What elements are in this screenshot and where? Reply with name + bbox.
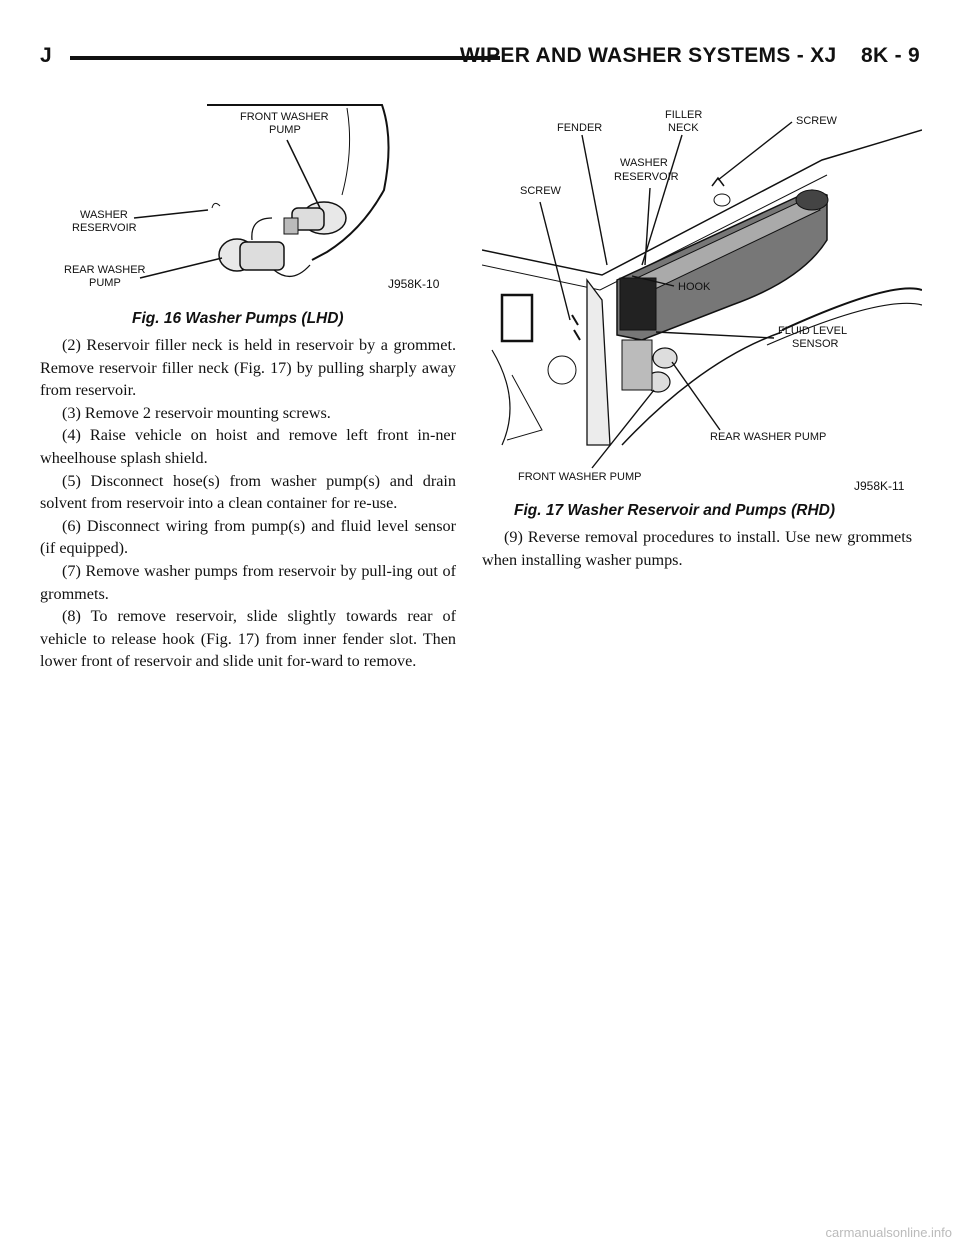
label-front-washer-pump: FRONT WASHER: [240, 111, 329, 123]
label-filler-neck-2: NECK: [668, 122, 699, 134]
label-fluid-level-sensor: FLUID LEVEL: [778, 325, 848, 337]
label-filler-neck: FILLER: [665, 109, 703, 121]
label-washer-reservoir: WASHER: [80, 209, 128, 221]
right-column-text: [482, 526, 912, 571]
label-front-washer-pump-2: PUMP: [269, 124, 301, 136]
step-7: (7) Remove washer pumps from reservoir by pull-ing out of grommets.: [40, 561, 456, 603]
label-rear-washer-pump: REAR WASHER: [64, 264, 146, 276]
step-9: (9) Reverse removal procedures to install. Use new grommets when installing washer pumps.: [482, 528, 912, 569]
label-screw-left: SCREW: [520, 185, 561, 197]
label-fender: FENDER: [557, 122, 603, 134]
label-washer-reservoir-2: RESERVOIR: [614, 171, 679, 183]
figure-16-code: J958K-10: [388, 277, 440, 291]
step-2: (2) Reservoir filler neck is held in reservoir by a grommet. Remove reservoir filler neck (Fig. 17) by pulling sharply away from reservoir.: [40, 336, 456, 400]
label-washer-reservoir-2: RESERVOIR: [72, 222, 137, 234]
header-rule: [70, 56, 500, 60]
label-washer-reservoir: WASHER: [620, 157, 668, 169]
header-section-letter: J: [40, 44, 52, 67]
figure-16-caption: Fig. 16 Washer Pumps (LHD): [132, 310, 344, 327]
step-3: (3) Remove 2 reservoir mounting screws.: [62, 403, 331, 422]
label-hook: HOOK: [678, 281, 711, 293]
step-6: (6) Disconnect wiring from pump(s) and fluid level sensor (if equipped).: [40, 516, 456, 558]
figure-16-illustration: [62, 100, 462, 300]
step-8: (8) To remove reservoir, slide slightly towards rear of vehicle to release hook (Fig. 17) from inner fender slot. Then lower front of reservoir and slide unit for-ward to remove.: [40, 607, 456, 671]
step-4: (4) Raise vehicle on hoist and remove left front in-ner wheelhouse splash shield.: [40, 426, 456, 467]
left-column-text: [40, 334, 456, 673]
header-title: WIPER AND WASHER SYSTEMS - XJ 8K - 9: [459, 44, 920, 67]
figure-17-illustration: [482, 100, 922, 500]
washer-reservoir-rhd-drawing: [482, 100, 922, 500]
label-rear-washer-pump-2: PUMP: [89, 277, 121, 289]
step-5: (5) Disconnect hose(s) from washer pump(s) and drain solvent from reservoir into a clean container for re-use.: [40, 471, 456, 513]
figure-17-code: J958K-11: [854, 479, 905, 493]
label-rear-washer-pump: REAR WASHER PUMP: [710, 431, 827, 443]
figure-17-caption: Fig. 17 Washer Reservoir and Pumps (RHD): [514, 502, 835, 519]
label-fluid-level-sensor-2: SENSOR: [792, 338, 839, 350]
label-screw-top: SCREW: [796, 115, 837, 127]
label-front-washer-pump: FRONT WASHER PUMP: [518, 471, 642, 483]
washer-pumps-lhd-drawing: [62, 100, 462, 300]
footer-watermark[interactable]: carmanualsonline.info: [825, 1225, 952, 1240]
page-header: [40, 44, 920, 74]
